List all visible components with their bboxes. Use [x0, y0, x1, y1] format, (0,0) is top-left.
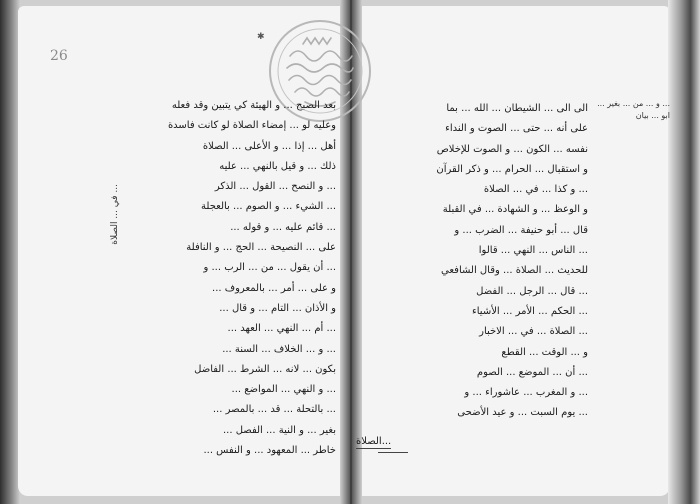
left-page-text	[160, 96, 336, 461]
top-ink-mark: ✱	[257, 32, 265, 42]
catchword: ...الصلاة	[356, 436, 392, 447]
text-line: ... و النصح ... القول ... الذكر	[214, 181, 336, 193]
text-line: وعليه لو ... إمضاء الصلاة لو كانت فاسدة	[167, 120, 336, 132]
text-line: ذلك ... و قيل بالنهي ... عليه	[219, 160, 336, 172]
text-line: ... أن يقول ... من ... الرب ... و	[203, 262, 336, 274]
text-line: على أنه ... حتى ... الصوت و النداء	[445, 123, 588, 135]
folio-number: 26	[50, 48, 68, 64]
text-line: ... و النهي ... المواضع ...	[231, 384, 336, 396]
text-line: ... قال ... الرجل ... الفضل	[476, 285, 588, 297]
text-line: أهل ... إذا ... و الأعلى ... الصلاة	[202, 140, 336, 152]
book-edge-right	[668, 0, 700, 504]
text-line: بعد الصبح ... و الهيئة كي يتبين وقد فعله	[171, 100, 336, 111]
text-line: و على ... أمر ... بالمعروف ...	[212, 282, 336, 294]
text-line: ... قائم عليه ... و قوله ...	[230, 221, 336, 233]
text-line: ... يوم السبت ... و عيد الأضحى	[457, 407, 588, 419]
text-line: بكون ... لانه ... الشرط ... الفاضل	[194, 363, 336, 375]
text-line: و ... الوقت ... القطع	[501, 346, 588, 358]
text-line: و الأذان ... التام ... و قال ...	[219, 302, 336, 314]
text-line: ... الناس ... النهي ... قالوا	[478, 245, 588, 257]
text-line: و الوعظ ... و الشهادة ... في القبلة	[442, 204, 588, 216]
text-line: على ... النصيحة ... الحج ... و النافلة	[186, 242, 336, 254]
right-page-text	[370, 99, 588, 424]
text-line: ... الحكم ... الأمر ... الأشياء	[472, 305, 588, 317]
text-line: بغير ... و النية ... الفصل ...	[222, 424, 336, 436]
text-line: قال ... أبو حنيفة ... الضرب ... و	[454, 224, 588, 236]
book-edge-left	[0, 0, 20, 504]
text-line: ... بالتحلة ... قد ... بالمصر ...	[212, 404, 336, 416]
text-line: ... أن ... الموضع ... الصوم	[476, 366, 588, 378]
text-line: ... الصلاة ... في ... الاخبار	[479, 326, 588, 338]
text-line: و استقبال ... الحرام ... و ذكر القرآن	[436, 163, 588, 175]
text-line: للحديث ... الصلاة ... وقال الشافعي	[441, 265, 588, 277]
text-line: نفسه ... الكون ... و الصوت للإخلاص	[436, 143, 588, 155]
left-margin-note: ... في ... الصلاة	[110, 184, 120, 245]
catchword-underline	[378, 452, 408, 453]
text-line: ... الشيء ... و الصوم ... بالعجلة	[201, 201, 336, 213]
text-line: ... و كذا ... في ... الصلاة	[483, 184, 588, 196]
text-line: ... و المغرب ... عاشوراء ... و	[464, 387, 588, 399]
text-line: ... أم ... النهي ... العهد ...	[227, 323, 336, 335]
text-line: خاطر ... المعهود ... و النفس ...	[203, 445, 336, 457]
text-line: ... و ... الخلاف ... السنة ...	[222, 343, 336, 355]
right-margin-note: ... و ... من ... بغير ... ابو ... بيان	[597, 99, 670, 120]
text-line: الى الى ... الشيطان ... الله ... بما	[446, 103, 588, 114]
